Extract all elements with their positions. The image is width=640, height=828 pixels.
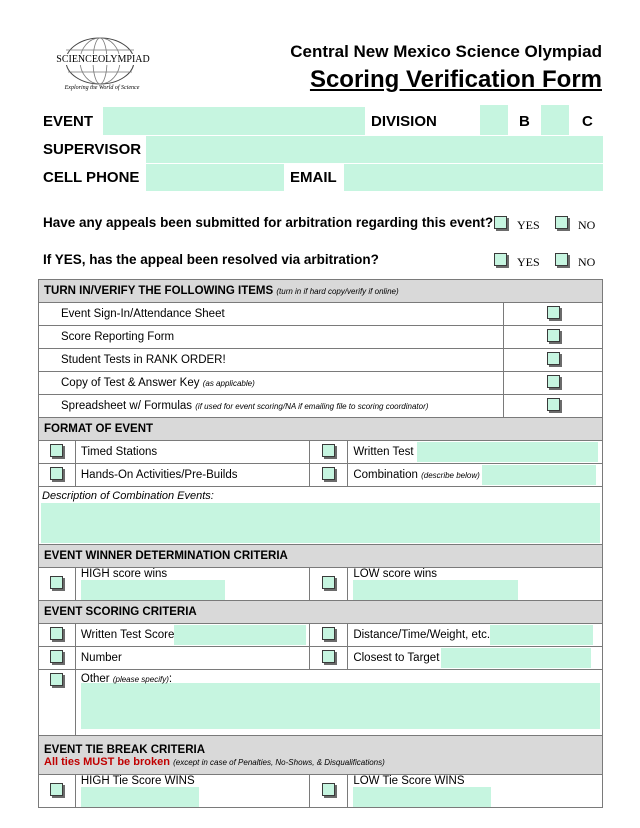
org-title: Central New Mexico Science Olympiad	[290, 42, 602, 61]
turn-in-note: (turn in if hard copy/verify if online)	[276, 287, 399, 296]
turn-in-row	[39, 326, 603, 349]
low-tie-input[interactable]	[353, 787, 491, 807]
division-c-label: C	[582, 113, 593, 130]
hands-on-checkbox[interactable]	[50, 467, 63, 480]
scoring-heading: EVENT SCORING CRITERIA	[39, 601, 603, 624]
turn-in-checkbox[interactable]	[547, 375, 560, 388]
timed-stations-checkbox[interactable]	[50, 444, 63, 457]
event-input[interactable]	[103, 107, 365, 135]
turn-in-item-label: Spreadsheet w/ Formulas	[61, 400, 193, 412]
written-test-checkbox[interactable]	[322, 444, 335, 457]
division-b-label: B	[519, 113, 530, 130]
logo	[40, 35, 160, 95]
closest-checkbox[interactable]	[322, 650, 335, 663]
tiebreak-note: (except in case of Penalties, No-Shows, & Disqualifications)	[173, 758, 385, 767]
high-score-label: HIGH score wins	[80, 568, 168, 580]
closest-label: Closest to Target	[353, 652, 440, 665]
criteria-table: FORMAT OF EVENT Timed Stations Written Test Hands-On Activities/Pre-Builds Combination (describe below) Description of Combination Events: EVENT WINNER DETERMINATION CRITERIA HIGH score wins LOW score wins EVENT SCORING CRITERIA Written Test Score Distance/Time/Weight, etc. Number Closest to Target Other (please specify): EVENT TIE BREAK CRITERIA All ties MUST be broken (except in case of Penalties, No-Shows, & Disqualifications) HIGH Tie Score WINS LOW Tie Score WINS	[38, 417, 603, 808]
description-label: Description of Combination Events:	[42, 490, 214, 502]
distance-input[interactable]	[490, 625, 593, 645]
combination-checkbox[interactable]	[322, 467, 335, 480]
hands-on-label: Hands-On Activities/Pre-Builds	[80, 469, 238, 481]
written-score-checkbox[interactable]	[50, 627, 63, 640]
combination-note: (describe below)	[421, 471, 480, 481]
appeals-no-label: NO	[578, 218, 596, 232]
resolved-no-label: NO	[578, 255, 596, 269]
low-score-label: LOW score wins	[353, 568, 438, 580]
turn-in-row	[39, 303, 603, 326]
turn-in-row	[39, 395, 603, 418]
cell-phone-label: CELL PHONE	[43, 169, 140, 186]
division-label: DIVISION	[371, 113, 437, 130]
turn-in-checkbox[interactable]	[547, 352, 560, 365]
turn-in-item-label: Score Reporting Form	[61, 331, 175, 343]
written-test-label: Written Test	[353, 446, 414, 459]
combination-input[interactable]	[482, 465, 596, 485]
turn-in-checkbox[interactable]	[547, 329, 560, 342]
supervisor-input[interactable]	[146, 136, 603, 163]
number-checkbox[interactable]	[50, 650, 63, 663]
division-c-box[interactable]	[541, 105, 569, 135]
appeals-yes-checkbox[interactable]	[494, 216, 507, 229]
combination-label: Combination	[353, 469, 418, 482]
written-score-input[interactable]	[174, 625, 306, 645]
high-tie-input[interactable]	[81, 787, 199, 807]
email-input[interactable]	[344, 164, 603, 191]
turn-in-row	[39, 349, 603, 372]
winner-heading: EVENT WINNER DETERMINATION CRITERIA	[39, 545, 603, 568]
distance-label: Distance/Time/Weight, etc.	[353, 629, 491, 642]
format-heading: FORMAT OF EVENT	[39, 418, 603, 441]
event-label: EVENT	[43, 113, 94, 130]
turn-in-item-note: (as applicable)	[202, 379, 255, 388]
turn-in-item-label: Event Sign-In/Attendance Sheet	[61, 308, 225, 320]
resolved-question: If YES, has the appeal been resolved via arbitration?	[43, 252, 379, 267]
other-label: Other	[80, 673, 110, 685]
turn-in-table	[38, 279, 603, 418]
email-label: EMAIL	[290, 169, 337, 186]
turn-in-item-note: (if used for event scoring/NA if emailing file to scoring coordinator)	[195, 402, 429, 411]
division-b-box[interactable]	[480, 105, 508, 135]
low-tie-checkbox[interactable]	[322, 783, 335, 796]
appeals-question: Have any appeals been submitted for arbitration regarding this event?	[43, 215, 494, 230]
turn-in-checkbox[interactable]	[547, 306, 560, 319]
other-input[interactable]	[81, 683, 600, 729]
tiebreak-rule: All ties MUST be broken	[44, 756, 170, 768]
turn-in-item-label: Copy of Test & Answer Key	[61, 377, 200, 389]
high-score-checkbox[interactable]	[50, 576, 63, 589]
cell-phone-input[interactable]	[146, 164, 284, 191]
resolved-no-checkbox[interactable]	[555, 253, 568, 266]
low-score-checkbox[interactable]	[322, 576, 335, 589]
timed-stations-label: Timed Stations	[80, 446, 158, 458]
logo-name-olympiad: OLYMPIAD	[97, 54, 150, 65]
other-checkbox[interactable]	[50, 673, 63, 686]
low-tie-label: LOW Tie Score WINS	[353, 775, 465, 787]
logo-tagline: Exploring the World of Science	[64, 85, 140, 91]
high-tie-label: HIGH Tie Score WINS	[80, 775, 195, 787]
low-score-input[interactable]	[353, 580, 518, 600]
resolved-yes-checkbox[interactable]	[494, 253, 507, 266]
appeals-yes-label: YES	[517, 218, 540, 232]
appeals-no-checkbox[interactable]	[555, 216, 568, 229]
distance-checkbox[interactable]	[322, 627, 335, 640]
number-label: Number	[80, 652, 122, 664]
written-score-label: Written Test Score	[80, 629, 175, 642]
turn-in-item-label: Student Tests in RANK ORDER!	[61, 354, 226, 366]
turn-in-row	[39, 372, 603, 395]
high-score-input[interactable]	[81, 580, 225, 600]
description-input[interactable]	[41, 503, 600, 543]
written-test-input[interactable]	[417, 442, 598, 462]
high-tie-checkbox[interactable]	[50, 783, 63, 796]
other-note: (please specify)	[112, 675, 169, 684]
closest-input[interactable]	[441, 648, 591, 668]
tiebreak-heading: EVENT TIE BREAK CRITERIA	[44, 744, 206, 756]
supervisor-label: SUPERVISOR	[43, 141, 142, 158]
resolved-yes-label: YES	[517, 255, 540, 269]
turn-in-heading: TURN IN/VERIFY THE FOLLOWING ITEMS (turn in if hard copy/verify if online)	[39, 280, 603, 303]
form-title: Scoring Verification Form	[309, 66, 602, 93]
turn-in-checkbox[interactable]	[547, 398, 560, 411]
logo-name-science: SCIENCE	[56, 54, 98, 65]
